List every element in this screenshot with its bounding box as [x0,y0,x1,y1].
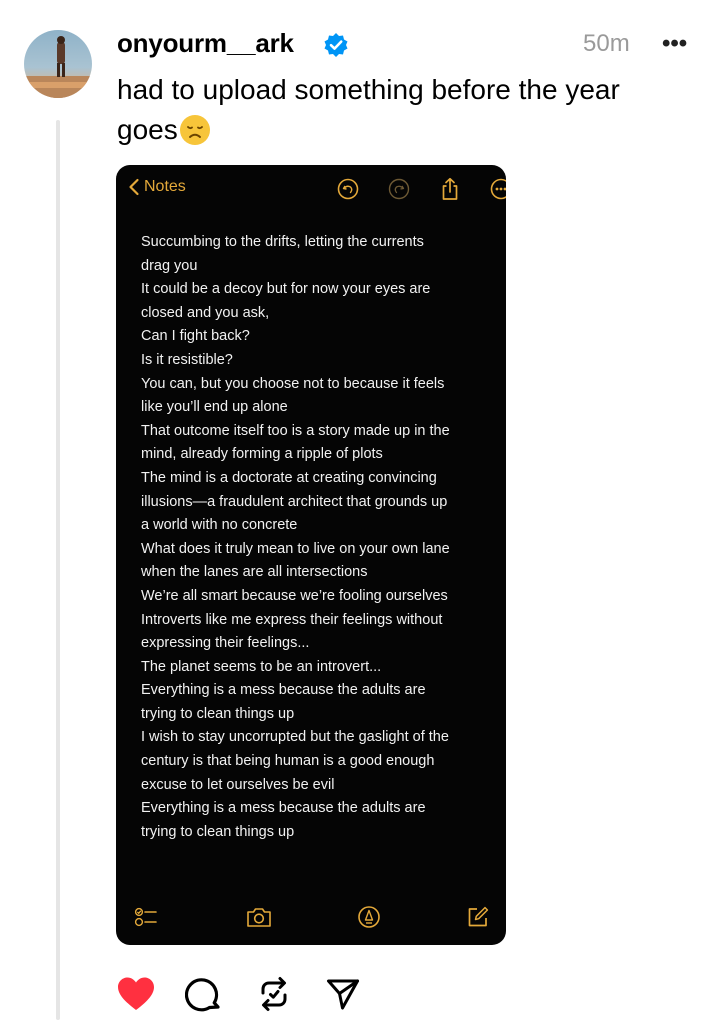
repost-icon [255,975,293,1013]
undo-icon [322,177,373,201]
note-line: We’re all smart because we’re fooling ourselves [141,587,448,604]
note-line: Everything is a mess because the adults are [141,800,426,817]
disappointed-face-icon [180,115,210,145]
more-options-button[interactable]: ••• [662,30,688,57]
more-circle-icon [475,177,506,201]
note-line: century is that being human is a good enough [141,753,435,770]
avatar[interactable] [24,30,92,98]
note-line: The planet seems to be an introvert... [141,658,382,675]
note-line: closed and you ask, [141,304,270,321]
checklist-icon [132,903,160,931]
note-line: Is it resistible? [141,351,233,368]
note-body [141,231,491,844]
note-line: mind, already forming a ripple of plots [141,446,383,463]
note-line: a world with no concrete [141,517,298,534]
verified-badge-icon [323,32,349,58]
comment-icon [185,975,223,1013]
thread-line [56,120,60,1020]
send-icon [325,976,361,1012]
note-line: I wish to stay uncorrupted but the gaslight of the [141,729,449,746]
camera-icon [245,903,273,931]
note-line: What does it truly mean to live on your own lane [141,540,450,557]
post-text [117,70,677,150]
note-line: You can, but you choose not to because it feels [141,375,445,392]
note-line: Can I fight back? [141,328,250,345]
note-line: excuse to let ourselves be evil [141,776,335,793]
like-button[interactable] [115,974,157,1014]
heart-icon [116,976,156,1012]
markup-pen-icon [355,903,383,931]
note-line: when the lanes are all intersections [141,564,368,581]
comment-button[interactable] [183,974,225,1014]
note-line: trying to clean things up [141,705,295,722]
share-icon [424,177,475,201]
notes-back-button [128,178,186,196]
post-time: 50m [583,30,630,57]
compose-icon [464,903,492,931]
note-line: That outcome itself too is a story made up in the [141,422,450,439]
share-button[interactable] [322,974,364,1014]
notes-back-label: Notes [144,178,186,195]
note-line: illusions—a fraudulent architect that grounds up [141,493,448,510]
repost-button[interactable] [253,974,295,1014]
note-line: The mind is a doctorate at creating convincing [141,469,437,486]
attached-image[interactable] [116,165,506,945]
note-line: drag you [141,257,198,274]
note-line: It could be a decoy but for now your eyes are [141,281,431,298]
note-line: Everything is a mess because the adults are [141,682,426,699]
note-line: Introverts like me express their feelings without [141,611,443,628]
redo-icon [373,177,424,201]
note-line: trying to clean things up [141,823,295,840]
note-line: like you’ll end up alone [141,399,288,416]
chevron-left-icon [128,178,140,196]
post-text-content: had to upload something before the year goes [117,74,620,145]
note-line: expressing their feelings... [141,635,310,652]
note-line: Succumbing to the drifts, letting the currents [141,234,424,250]
username[interactable]: onyourm__ark [117,28,294,58]
